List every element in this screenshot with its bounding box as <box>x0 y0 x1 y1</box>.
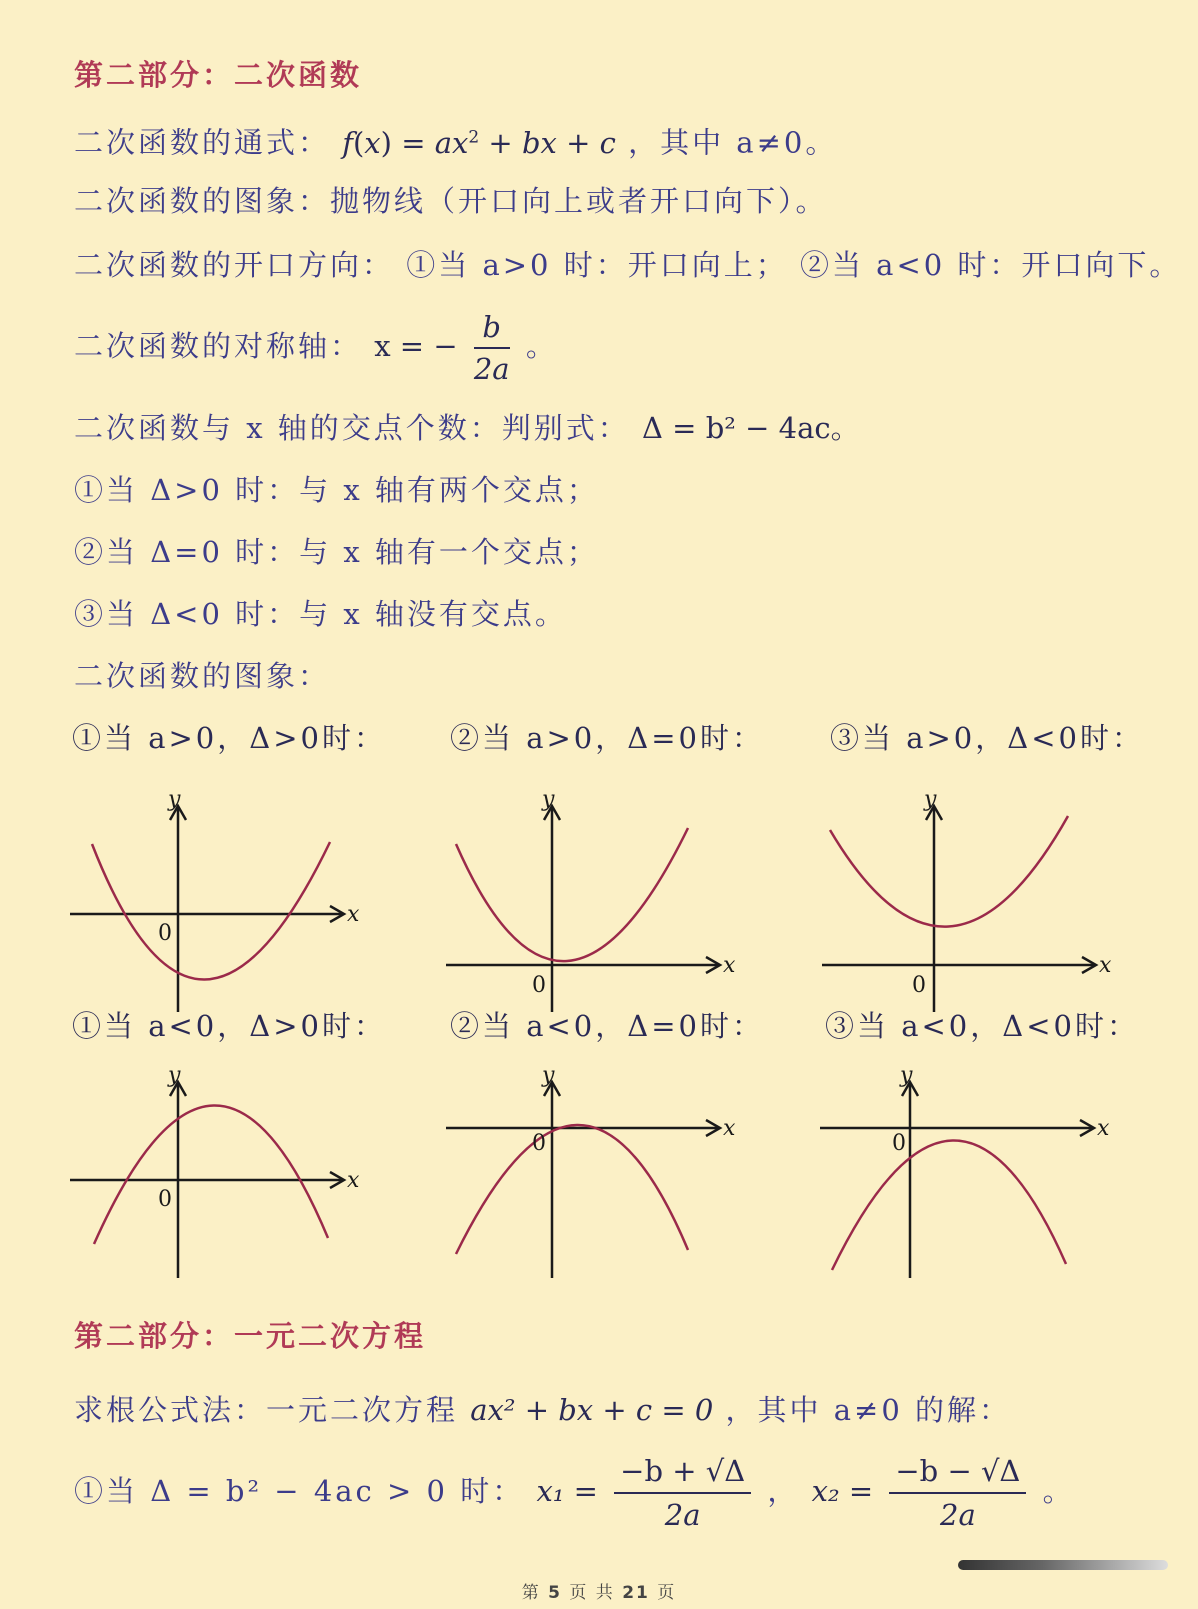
x2-denominator: 2a <box>940 1498 976 1532</box>
root-formula-condition: ，其中 a≠0 的解： <box>725 1393 1012 1427</box>
graph-caption-2: ②当 a>0，Δ=0时： <box>450 721 764 755</box>
symmetry-axis-fraction <box>474 309 510 387</box>
graph-down-one-root <box>432 1064 752 1294</box>
parabola-curve <box>94 1105 328 1244</box>
opening-direction-line <box>74 247 1181 283</box>
root-formula-label: 求根公式法：一元二次方程 <box>74 1393 459 1427</box>
x1-denominator: 2a <box>664 1498 701 1532</box>
case-two-roots: ①当 Δ>0 时：与 x 轴有两个交点； <box>74 473 599 507</box>
origin-label: 0 <box>532 1131 546 1156</box>
y-axis-label: y <box>542 1064 555 1088</box>
page-number: 5 <box>548 1583 562 1603</box>
y-axis-label: y <box>900 1064 913 1088</box>
root-case-end: 。 <box>1042 1474 1075 1508</box>
symmetry-axis-prefix: x = − <box>374 329 458 363</box>
x2-fraction <box>889 1452 1026 1534</box>
footer-prefix: 第 <box>521 1583 541 1603</box>
root-separator: ， <box>767 1474 800 1508</box>
parabola-curve <box>456 1125 688 1254</box>
x1-numerator: −b + √Δ <box>614 1452 751 1494</box>
graph-caption-1: ①当 a>0，Δ>0时： <box>72 721 386 755</box>
symmetry-axis-end: 。 <box>525 329 558 363</box>
origin-label: 0 <box>912 973 926 998</box>
x2-label: x₂ = <box>811 1474 874 1508</box>
scroll-indicator[interactable] <box>958 1560 1168 1570</box>
parabola-curve <box>92 842 330 980</box>
root-case-prefix: ①当 Δ = b² − 4ac > 0 时： <box>74 1474 525 1508</box>
x2-numerator: −b − √Δ <box>889 1452 1026 1494</box>
x-axis-label: x <box>1097 1116 1110 1141</box>
graph-down-no-roots <box>812 1064 1132 1294</box>
general-form-formula: $f(x) = ax^2$ + bx + c <box>342 125 616 160</box>
x-axis-label: x <box>723 1116 736 1141</box>
roots-count-label: 二次函数与 x 轴的交点个数：判别式： <box>74 411 630 445</box>
quadratic-equation: ax² + bx + c = 0 <box>470 1393 714 1427</box>
opening-case-down: ②当 a<0 时：开口向下。 <box>799 248 1182 282</box>
parabola-curve <box>830 816 1068 927</box>
footer-suffix: 页 <box>657 1583 677 1603</box>
graph-caption-6: ③当 a<0，Δ<0时： <box>825 1009 1139 1043</box>
general-form-condition: ，其中 a≠0。 <box>628 125 838 160</box>
x-axis-label: x <box>347 902 360 927</box>
section-heading-quadratic-equation: 第二部分：一元二次方程 <box>74 1319 427 1353</box>
y-axis-label: y <box>542 790 555 812</box>
graph-up-no-roots <box>812 790 1132 1020</box>
graph-caption-5: ②当 a<0，Δ=0时： <box>450 1009 764 1043</box>
origin-label: 0 <box>532 973 546 998</box>
y-axis-label: y <box>168 1064 181 1088</box>
parabola-curve <box>456 828 688 961</box>
origin-label: 0 <box>158 921 172 946</box>
case-no-roots: ③当 Δ<0 时：与 x 轴没有交点。 <box>74 597 567 631</box>
graph-caption-3: ③当 a>0，Δ<0时： <box>830 721 1144 755</box>
x-axis-label: x <box>347 1168 360 1193</box>
origin-label: 0 <box>158 1187 172 1212</box>
page-footer <box>0 1578 1198 1603</box>
parabola-curve <box>832 1140 1066 1270</box>
origin-label: 0 <box>892 1131 906 1156</box>
opening-label: 二次函数的开口方向： <box>74 248 395 282</box>
graph-caption-4: ①当 a<0，Δ>0时： <box>72 1009 386 1043</box>
symmetry-axis-denominator: 2a <box>473 352 510 386</box>
x-axis-label: x <box>723 953 736 978</box>
graphs-label: 二次函数的图象： <box>74 659 331 693</box>
discriminant-formula: Δ = b² − 4ac。 <box>642 411 860 445</box>
graph-shape-line: 二次函数的图象：抛物线（开口向上或者开口向下）。 <box>74 184 828 218</box>
graph-up-two-roots <box>60 790 380 1020</box>
opening-case-up: ①当 a>0 时：开口向上； <box>406 248 788 282</box>
root-case-two-roots <box>74 1446 1075 1536</box>
page-total: 21 <box>622 1583 650 1603</box>
symmetry-axis-label: 二次函数的对称轴： <box>74 329 363 363</box>
section-heading-quadratic-function: 第二部分：二次函数 <box>74 58 363 92</box>
general-form-label: 二次函数的通式： <box>74 125 331 160</box>
root-formula-line <box>74 1392 1011 1428</box>
y-axis-label: y <box>924 790 937 812</box>
graph-down-two-roots <box>60 1064 380 1294</box>
x-axis-label: x <box>1099 953 1112 978</box>
x1-fraction <box>614 1452 751 1534</box>
roots-count-line <box>74 410 860 446</box>
x1-label: x₁ = <box>536 1474 598 1508</box>
graph-up-one-root <box>432 790 752 1020</box>
y-axis-label: y <box>168 790 181 812</box>
general-form-line <box>74 119 837 161</box>
case-one-root: ②当 Δ=0 时：与 x 轴有一个交点； <box>74 535 599 569</box>
footer-middle: 页 共 <box>569 1583 615 1603</box>
symmetry-axis-numerator: b <box>474 309 510 349</box>
symmetry-axis-line <box>74 306 558 387</box>
